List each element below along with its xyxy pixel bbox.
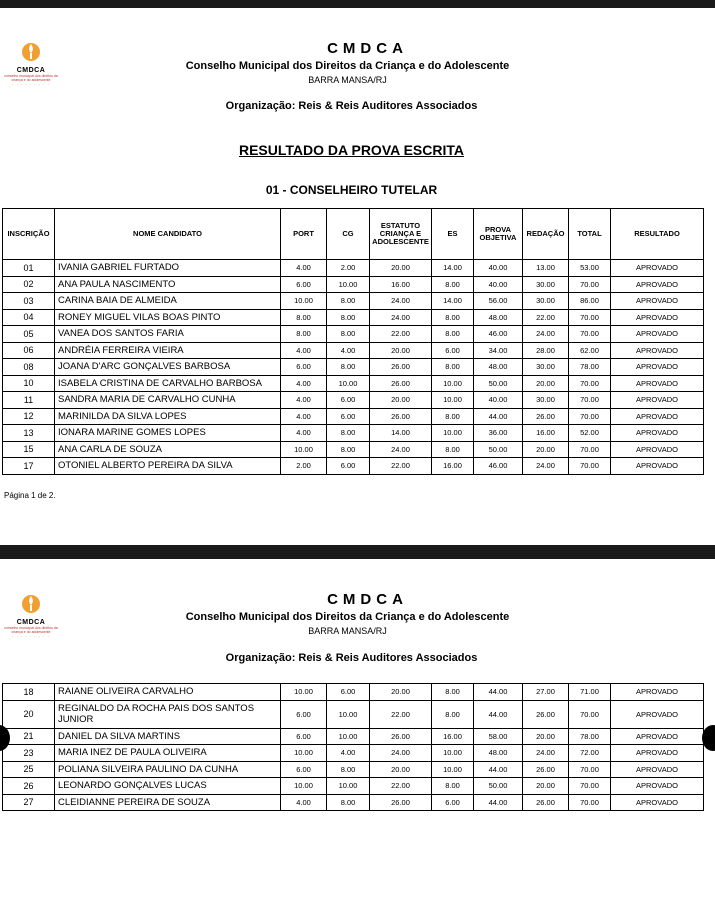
cell-prova-objetiva: 44.00 — [474, 700, 523, 728]
cell-nome: IONARA MARINE GOMES LOPES — [55, 425, 281, 442]
cell-total: 62.00 — [569, 342, 611, 359]
cell-redacao: 24.00 — [523, 745, 569, 762]
table-row — [3, 794, 704, 811]
cell-estatuto: 20.00 — [370, 684, 432, 701]
cell-estatuto: 26.00 — [370, 794, 432, 811]
cell-total: 53.00 — [569, 260, 611, 277]
col-prova-objetiva: PROVA OBJETIVA — [474, 209, 523, 260]
cell-nome: CARINA BAIA DE ALMEIDA — [55, 293, 281, 310]
cell-prova-objetiva: 40.00 — [474, 276, 523, 293]
cell-port: 4.00 — [281, 375, 327, 392]
table-row — [3, 359, 704, 376]
cell-port: 6.00 — [281, 700, 327, 728]
cell-estatuto: 26.00 — [370, 728, 432, 745]
cell-nome: LEONARDO GONÇALVES LUCAS — [55, 778, 281, 795]
cell-cg: 10.00 — [327, 778, 370, 795]
col-inscricao: INSCRIÇÃO — [3, 209, 55, 260]
cell-cg: 10.00 — [327, 728, 370, 745]
cell-redacao: 24.00 — [523, 458, 569, 475]
table-header-row — [3, 209, 704, 260]
cell-inscricao: 20 — [3, 700, 55, 728]
cell-nome: MARINILDA DA SILVA LOPES — [55, 408, 281, 425]
cell-prova-objetiva: 58.00 — [474, 728, 523, 745]
org-full-title-page2: Conselho Municipal dos Direitos da Criança e do Adolescente — [185, 611, 510, 623]
col-es: ES — [432, 209, 474, 260]
result-title: RESULTADO DA PROVA ESCRITA — [238, 142, 465, 158]
cell-nome: DANIEL DA SILVA MARTINS — [55, 728, 281, 745]
logo-name: CMDCA — [16, 67, 46, 74]
cell-prova-objetiva: 50.00 — [474, 778, 523, 795]
cell-port: 10.00 — [281, 684, 327, 701]
cell-es: 10.00 — [432, 745, 474, 762]
cell-estatuto: 22.00 — [370, 458, 432, 475]
cell-prova-objetiva: 46.00 — [474, 458, 523, 475]
cell-redacao: 30.00 — [523, 392, 569, 409]
cell-prova-objetiva: 50.00 — [474, 375, 523, 392]
cell-nome: ANDRÉIA FERREIRA VIEIRA — [55, 342, 281, 359]
cell-port: 8.00 — [281, 326, 327, 343]
cell-resultado: APROVADO — [611, 342, 704, 359]
cell-port: 10.00 — [281, 293, 327, 310]
organizacao-label-page2: Organização: Reis & Reis Auditores Associados — [225, 652, 478, 664]
cell-resultado: APROVADO — [611, 700, 704, 728]
cell-resultado: APROVADO — [611, 778, 704, 795]
cell-resultado: APROVADO — [611, 260, 704, 277]
cell-es: 8.00 — [432, 684, 474, 701]
cell-prova-objetiva: 44.00 — [474, 408, 523, 425]
cell-inscricao: 03 — [3, 293, 55, 310]
table-row — [3, 342, 704, 359]
col-total: TOTAL — [569, 209, 611, 260]
cell-total: 70.00 — [569, 392, 611, 409]
cell-inscricao: 10 — [3, 375, 55, 392]
cell-es: 8.00 — [432, 700, 474, 728]
org-full-title: Conselho Municipal dos Direitos da Criança e do Adolescente — [185, 60, 510, 72]
cell-total: 86.00 — [569, 293, 611, 310]
cell-redacao: 20.00 — [523, 728, 569, 745]
cell-prova-objetiva: 44.00 — [474, 794, 523, 811]
cell-estatuto: 20.00 — [370, 260, 432, 277]
table-row — [3, 326, 704, 343]
cell-redacao: 13.00 — [523, 260, 569, 277]
cell-prova-objetiva: 44.00 — [474, 761, 523, 778]
table-row — [3, 745, 704, 762]
col-resultado: RESULTADO — [611, 209, 704, 260]
cell-estatuto: 22.00 — [370, 326, 432, 343]
cell-inscricao: 05 — [3, 326, 55, 343]
cell-es: 6.00 — [432, 342, 474, 359]
cell-cg: 8.00 — [327, 326, 370, 343]
cell-total: 70.00 — [569, 309, 611, 326]
cell-estatuto: 20.00 — [370, 342, 432, 359]
cell-redacao: 20.00 — [523, 441, 569, 458]
cell-inscricao: 21 — [3, 728, 55, 745]
cell-nome: ANA PAULA NASCIMENTO — [55, 276, 281, 293]
cell-port: 4.00 — [281, 408, 327, 425]
cell-estatuto: 16.00 — [370, 276, 432, 293]
city-label: BARRA MANSA/RJ — [308, 75, 387, 85]
cell-port: 8.00 — [281, 309, 327, 326]
cell-inscricao: 13 — [3, 425, 55, 442]
cell-redacao: 24.00 — [523, 326, 569, 343]
col-redacao: REDAÇÃO — [523, 209, 569, 260]
cell-total: 70.00 — [569, 408, 611, 425]
col-cg: CG — [327, 209, 370, 260]
cell-cg: 8.00 — [327, 761, 370, 778]
table-row — [3, 441, 704, 458]
cell-cg: 10.00 — [327, 276, 370, 293]
cell-redacao: 16.00 — [523, 425, 569, 442]
cell-prova-objetiva: 48.00 — [474, 309, 523, 326]
cell-resultado: APROVADO — [611, 359, 704, 376]
cell-redacao: 30.00 — [523, 359, 569, 376]
table-row — [3, 309, 704, 326]
table-row — [3, 276, 704, 293]
cell-cg: 8.00 — [327, 425, 370, 442]
cell-redacao: 30.00 — [523, 293, 569, 310]
cell-cg: 6.00 — [327, 458, 370, 475]
cell-total: 78.00 — [569, 359, 611, 376]
cell-port: 6.00 — [281, 276, 327, 293]
org-short-title-page2: CMDCA — [327, 591, 408, 608]
cell-inscricao: 06 — [3, 342, 55, 359]
cell-port: 4.00 — [281, 342, 327, 359]
cell-inscricao: 04 — [3, 309, 55, 326]
cell-es: 10.00 — [432, 375, 474, 392]
cell-prova-objetiva: 34.00 — [474, 342, 523, 359]
org-short-title: CMDCA — [327, 40, 408, 57]
cell-es: 6.00 — [432, 794, 474, 811]
results-table-page1 — [2, 208, 704, 475]
cell-nome: CLEIDIANNE PEREIRA DE SOUZA — [55, 794, 281, 811]
table-row — [3, 293, 704, 310]
cell-prova-objetiva: 36.00 — [474, 425, 523, 442]
cell-nome: MARIA INEZ DE PAULA OLIVEIRA — [55, 745, 281, 762]
table-row — [3, 375, 704, 392]
logo-dots: · · · · · · · · · — [12, 634, 50, 639]
cell-nome: SANDRA MARIA DE CARVALHO CUNHA — [55, 392, 281, 409]
logo-dots: · · · · · · · · · — [12, 82, 50, 87]
cell-port: 4.00 — [281, 794, 327, 811]
cell-redacao: 20.00 — [523, 375, 569, 392]
table-row — [3, 761, 704, 778]
cell-cg: 10.00 — [327, 375, 370, 392]
cell-es: 16.00 — [432, 458, 474, 475]
cell-estatuto: 24.00 — [370, 293, 432, 310]
cell-inscricao: 01 — [3, 260, 55, 277]
table-row — [3, 728, 704, 745]
cell-cg: 4.00 — [327, 342, 370, 359]
cell-inscricao: 02 — [3, 276, 55, 293]
cell-cg: 2.00 — [327, 260, 370, 277]
cell-total: 71.00 — [569, 684, 611, 701]
cell-estatuto: 20.00 — [370, 761, 432, 778]
logo-name: CMDCA — [16, 619, 46, 626]
cell-estatuto: 22.00 — [370, 700, 432, 728]
cell-nome: REGINALDO DA ROCHA PAIS DOS SANTOS JUNIOR — [55, 700, 281, 728]
col-estatuto: ESTATUTO CRIANÇA E ADOLESCENTE — [370, 209, 432, 260]
cell-es: 16.00 — [432, 728, 474, 745]
cell-nome: JOANA D'ARC GONÇALVES BARBOSA — [55, 359, 281, 376]
cell-total: 70.00 — [569, 276, 611, 293]
cell-prova-objetiva: 48.00 — [474, 745, 523, 762]
cell-inscricao: 11 — [3, 392, 55, 409]
table-row — [3, 684, 704, 701]
cell-resultado: APROVADO — [611, 684, 704, 701]
cell-resultado: APROVADO — [611, 293, 704, 310]
cell-cg: 6.00 — [327, 392, 370, 409]
cell-inscricao: 08 — [3, 359, 55, 376]
cell-prova-objetiva: 44.00 — [474, 684, 523, 701]
cell-prova-objetiva: 40.00 — [474, 260, 523, 277]
cell-port: 4.00 — [281, 425, 327, 442]
cell-port: 4.00 — [281, 392, 327, 409]
cell-resultado: APROVADO — [611, 326, 704, 343]
cell-resultado: APROVADO — [611, 392, 704, 409]
cell-redacao: 26.00 — [523, 408, 569, 425]
cell-redacao: 20.00 — [523, 778, 569, 795]
logo-subtitle: conselho municipal dos direitos da criança e do adolescente — [4, 74, 58, 82]
cell-total: 70.00 — [569, 375, 611, 392]
cell-total: 70.00 — [569, 778, 611, 795]
page-footer: Página 1 de 2. — [4, 491, 56, 500]
page-separator-bar — [0, 545, 715, 559]
cell-estatuto: 20.00 — [370, 392, 432, 409]
cell-resultado: APROVADO — [611, 794, 704, 811]
table-row — [3, 700, 704, 728]
cell-redacao: 26.00 — [523, 794, 569, 811]
col-port: PORT — [281, 209, 327, 260]
cell-nome: IVANIA GABRIEL FURTADO — [55, 260, 281, 277]
cell-estatuto: 24.00 — [370, 745, 432, 762]
cell-resultado: APROVADO — [611, 408, 704, 425]
cell-total: 72.00 — [569, 745, 611, 762]
cell-total: 78.00 — [569, 728, 611, 745]
cell-es: 10.00 — [432, 392, 474, 409]
cell-estatuto: 22.00 — [370, 778, 432, 795]
cell-port: 6.00 — [281, 728, 327, 745]
top-dark-bar — [0, 0, 715, 8]
cell-inscricao: 17 — [3, 458, 55, 475]
cell-cg: 8.00 — [327, 794, 370, 811]
cell-estatuto: 24.00 — [370, 441, 432, 458]
cell-total: 70.00 — [569, 458, 611, 475]
cell-nome: ISABELA CRISTINA DE CARVALHO BARBOSA — [55, 375, 281, 392]
cell-resultado: APROVADO — [611, 458, 704, 475]
results-table-page2 — [2, 683, 704, 811]
logo-subtitle: conselho municipal dos direitos da criança e do adolescente — [4, 626, 58, 634]
table-row — [3, 392, 704, 409]
cell-port: 10.00 — [281, 441, 327, 458]
cell-total: 70.00 — [569, 794, 611, 811]
cell-resultado: APROVADO — [611, 745, 704, 762]
cell-es: 8.00 — [432, 441, 474, 458]
cell-nome: RONEY MIGUEL VILAS BOAS PINTO — [55, 309, 281, 326]
cell-inscricao: 12 — [3, 408, 55, 425]
cell-inscricao: 25 — [3, 761, 55, 778]
cell-resultado: APROVADO — [611, 441, 704, 458]
cell-prova-objetiva: 40.00 — [474, 392, 523, 409]
cargo-title: 01 - CONSELHEIRO TUTELAR — [265, 183, 438, 197]
cell-cg: 4.00 — [327, 745, 370, 762]
cell-resultado: APROVADO — [611, 375, 704, 392]
cell-inscricao: 27 — [3, 794, 55, 811]
cell-es: 8.00 — [432, 276, 474, 293]
table-row — [3, 458, 704, 475]
cell-cg: 8.00 — [327, 359, 370, 376]
cell-prova-objetiva: 48.00 — [474, 359, 523, 376]
cell-port: 6.00 — [281, 761, 327, 778]
cell-nome: POLIANA SILVEIRA PAULINO DA CUNHA — [55, 761, 281, 778]
cell-port: 2.00 — [281, 458, 327, 475]
cell-es: 10.00 — [432, 761, 474, 778]
cell-resultado: APROVADO — [611, 276, 704, 293]
cell-estatuto: 14.00 — [370, 425, 432, 442]
cell-es: 8.00 — [432, 359, 474, 376]
cell-resultado: APROVADO — [611, 728, 704, 745]
cell-nome: VANEA DOS SANTOS FARIA — [55, 326, 281, 343]
cell-redacao: 26.00 — [523, 761, 569, 778]
cell-resultado: APROVADO — [611, 309, 704, 326]
cell-prova-objetiva: 50.00 — [474, 441, 523, 458]
cell-port: 6.00 — [281, 359, 327, 376]
cell-estatuto: 26.00 — [370, 408, 432, 425]
cell-port: 4.00 — [281, 260, 327, 277]
col-nome: NOME CANDIDATO — [55, 209, 281, 260]
cell-port: 10.00 — [281, 745, 327, 762]
cell-total: 70.00 — [569, 441, 611, 458]
cell-prova-objetiva: 56.00 — [474, 293, 523, 310]
cell-inscricao: 23 — [3, 745, 55, 762]
table-row — [3, 425, 704, 442]
cell-es: 14.00 — [432, 293, 474, 310]
cell-redacao: 28.00 — [523, 342, 569, 359]
cell-total: 70.00 — [569, 326, 611, 343]
cell-estatuto: 24.00 — [370, 309, 432, 326]
table-body-page2 — [3, 684, 704, 811]
cell-es: 8.00 — [432, 408, 474, 425]
cell-es: 14.00 — [432, 260, 474, 277]
cell-inscricao: 26 — [3, 778, 55, 795]
organizacao-label: Organização: Reis & Reis Auditores Associados — [225, 100, 478, 112]
table-row — [3, 778, 704, 795]
city-label-page2: BARRA MANSA/RJ — [308, 626, 387, 636]
table-row — [3, 408, 704, 425]
table-row — [3, 260, 704, 277]
cell-resultado: APROVADO — [611, 425, 704, 442]
cell-port: 10.00 — [281, 778, 327, 795]
cell-es: 8.00 — [432, 778, 474, 795]
cell-redacao: 26.00 — [523, 700, 569, 728]
cell-es: 8.00 — [432, 309, 474, 326]
cell-inscricao: 18 — [3, 684, 55, 701]
cell-nome: RAIANE OLIVEIRA CARVALHO — [55, 684, 281, 701]
cell-redacao: 22.00 — [523, 309, 569, 326]
table-body-page1 — [3, 260, 704, 475]
cell-es: 8.00 — [432, 326, 474, 343]
cell-cg: 10.00 — [327, 700, 370, 728]
cell-nome: OTONIEL ALBERTO PEREIRA DA SILVA — [55, 458, 281, 475]
cell-total: 52.00 — [569, 425, 611, 442]
cell-resultado: APROVADO — [611, 761, 704, 778]
cell-redacao: 30.00 — [523, 276, 569, 293]
cell-cg: 8.00 — [327, 441, 370, 458]
cell-total: 70.00 — [569, 700, 611, 728]
cell-inscricao: 15 — [3, 441, 55, 458]
cell-total: 70.00 — [569, 761, 611, 778]
cell-cg: 8.00 — [327, 293, 370, 310]
cell-cg: 6.00 — [327, 408, 370, 425]
cell-estatuto: 26.00 — [370, 359, 432, 376]
cell-cg: 8.00 — [327, 309, 370, 326]
cell-prova-objetiva: 46.00 — [474, 326, 523, 343]
cell-cg: 6.00 — [327, 684, 370, 701]
cell-estatuto: 26.00 — [370, 375, 432, 392]
cell-redacao: 27.00 — [523, 684, 569, 701]
cell-nome: ANA CARLA DE SOUZA — [55, 441, 281, 458]
cell-es: 10.00 — [432, 425, 474, 442]
